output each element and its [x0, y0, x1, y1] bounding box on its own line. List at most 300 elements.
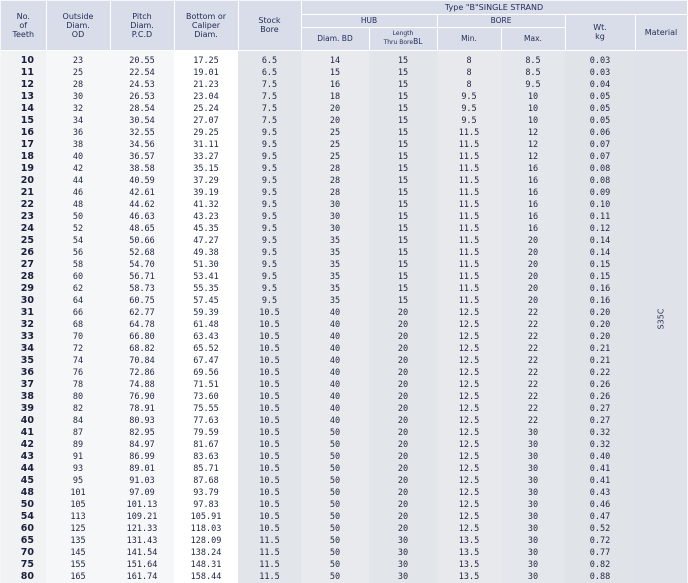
material-value: S35C — [656, 308, 666, 329]
cell-bore-max: 22 — [501, 379, 565, 391]
cell-pitch-diam: 26.53 — [110, 91, 174, 103]
cell-bore-max: 10 — [501, 115, 565, 127]
cell-hub-length: 15 — [369, 115, 437, 127]
table-row — [1, 499, 687, 511]
cell-bore-max: 30 — [501, 463, 565, 475]
cell-weight: 0.27 — [565, 403, 635, 415]
cell-teeth: 37 — [1, 379, 46, 391]
cell-bottom-diam: 47.27 — [174, 235, 238, 247]
cell-weight: 0.32 — [565, 427, 635, 439]
cell-outside-diam: 78 — [46, 379, 110, 391]
cell-teeth: 21 — [1, 187, 46, 199]
cell-hub-length: 15 — [369, 175, 437, 187]
cell-hub-length: 15 — [369, 127, 437, 139]
cell-teeth: 13 — [1, 91, 46, 103]
cell-bore-max: 20 — [501, 295, 565, 307]
cell-bottom-diam: 128.09 — [174, 535, 238, 547]
cell-weight: 0.14 — [565, 247, 635, 259]
cell-teeth: 15 — [1, 115, 46, 127]
cell-pitch-diam: 52.68 — [110, 247, 174, 259]
cell-bottom-diam: 19.01 — [174, 67, 238, 79]
cell-hub-length: 30 — [369, 535, 437, 547]
cell-bottom-diam: 138.24 — [174, 547, 238, 559]
cell-teeth: 70 — [1, 547, 46, 559]
cell-weight: 0.20 — [565, 319, 635, 331]
cell-hub-diam: 50 — [301, 427, 369, 439]
cell-bottom-diam: 65.52 — [174, 343, 238, 355]
cell-hub-length: 15 — [369, 259, 437, 271]
cell-pitch-diam: 38.58 — [110, 163, 174, 175]
table-row — [1, 463, 687, 475]
cell-teeth: 11 — [1, 67, 46, 79]
cell-outside-diam: 30 — [46, 91, 110, 103]
cell-stock-bore: 10.5 — [238, 475, 301, 487]
cell-bottom-diam: 85.71 — [174, 463, 238, 475]
cell-bore-max: 8.5 — [501, 67, 565, 79]
cell-weight: 0.06 — [565, 127, 635, 139]
cell-bore-max: 16 — [501, 223, 565, 235]
cell-hub-diam: 35 — [301, 247, 369, 259]
table-row — [1, 487, 687, 499]
cell-teeth: 12 — [1, 79, 46, 91]
cell-hub-diam: 28 — [301, 187, 369, 199]
cell-hub-length: 30 — [369, 571, 437, 583]
cell-hub-length: 30 — [369, 547, 437, 559]
table-row — [1, 199, 687, 211]
cell-outside-diam: 145 — [46, 547, 110, 559]
cell-weight: 0.11 — [565, 211, 635, 223]
cell-bottom-diam: 51.30 — [174, 259, 238, 271]
table-row — [1, 79, 687, 91]
header-no-teeth: No. of Teeth — [1, 1, 46, 50]
cell-outside-diam: 84 — [46, 415, 110, 427]
table-header — [1, 1, 687, 50]
cell-weight: 0.15 — [565, 259, 635, 271]
table-row — [1, 235, 687, 247]
cell-stock-bore: 10.5 — [238, 439, 301, 451]
cell-stock-bore: 9.5 — [238, 259, 301, 271]
cell-bottom-diam: 53.41 — [174, 271, 238, 283]
cell-weight: 0.16 — [565, 295, 635, 307]
table-row — [1, 427, 687, 439]
cell-bore-min: 11.5 — [437, 235, 501, 247]
cell-weight: 0.46 — [565, 499, 635, 511]
cell-bore-min: 9.5 — [437, 103, 501, 115]
cell-hub-diam: 50 — [301, 439, 369, 451]
cell-bore-min: 11.5 — [437, 163, 501, 175]
cell-hub-length: 15 — [369, 211, 437, 223]
cell-bottom-diam: 21.23 — [174, 79, 238, 91]
material-cell — [635, 55, 687, 583]
cell-bore-max: 22 — [501, 415, 565, 427]
cell-hub-length: 20 — [369, 391, 437, 403]
cell-bore-max: 10 — [501, 103, 565, 115]
cell-teeth: 24 — [1, 223, 46, 235]
cell-stock-bore: 10.5 — [238, 511, 301, 523]
cell-pitch-diam: 109.21 — [110, 511, 174, 523]
cell-bore-min: 13.5 — [437, 535, 501, 547]
cell-bottom-diam: 55.35 — [174, 283, 238, 295]
cell-hub-length: 20 — [369, 511, 437, 523]
table-row — [1, 415, 687, 427]
cell-hub-length: 15 — [369, 247, 437, 259]
cell-bottom-diam: 29.25 — [174, 127, 238, 139]
cell-stock-bore: 9.5 — [238, 211, 301, 223]
cell-outside-diam: 56 — [46, 247, 110, 259]
cell-pitch-diam: 76.90 — [110, 391, 174, 403]
cell-teeth: 27 — [1, 259, 46, 271]
cell-weight: 0.47 — [565, 511, 635, 523]
cell-bottom-diam: 27.07 — [174, 115, 238, 127]
cell-pitch-diam: 34.56 — [110, 139, 174, 151]
cell-bore-min: 12.5 — [437, 391, 501, 403]
cell-bore-min: 9.5 — [437, 91, 501, 103]
cell-pitch-diam: 78.91 — [110, 403, 174, 415]
cell-hub-length: 20 — [369, 343, 437, 355]
cell-hub-length: 20 — [369, 355, 437, 367]
cell-hub-length: 30 — [369, 559, 437, 571]
cell-hub-length: 15 — [369, 55, 437, 67]
cell-hub-diam: 50 — [301, 547, 369, 559]
table-row — [1, 139, 687, 151]
cell-pitch-diam: 72.86 — [110, 367, 174, 379]
cell-teeth: 35 — [1, 355, 46, 367]
cell-bore-min: 12.5 — [437, 475, 501, 487]
cell-pitch-diam: 89.01 — [110, 463, 174, 475]
cell-weight: 0.41 — [565, 475, 635, 487]
cell-hub-diam: 16 — [301, 79, 369, 91]
cell-pitch-diam: 82.95 — [110, 427, 174, 439]
cell-teeth: 42 — [1, 439, 46, 451]
table-row — [1, 103, 687, 115]
cell-bottom-diam: 41.32 — [174, 199, 238, 211]
cell-stock-bore: 10.5 — [238, 379, 301, 391]
cell-pitch-diam: 54.70 — [110, 259, 174, 271]
cell-stock-bore: 6.5 — [238, 67, 301, 79]
cell-teeth: 26 — [1, 247, 46, 259]
cell-outside-diam: 23 — [46, 55, 110, 67]
cell-teeth: 10 — [1, 55, 46, 67]
cell-outside-diam: 80 — [46, 391, 110, 403]
cell-bore-max: 30 — [501, 535, 565, 547]
cell-outside-diam: 64 — [46, 295, 110, 307]
table-row — [1, 331, 687, 343]
cell-bottom-diam: 23.04 — [174, 91, 238, 103]
cell-pitch-diam: 62.77 — [110, 307, 174, 319]
cell-hub-length: 15 — [369, 283, 437, 295]
cell-outside-diam: 72 — [46, 343, 110, 355]
cell-hub-diam: 50 — [301, 523, 369, 535]
cell-hub-diam: 40 — [301, 379, 369, 391]
cell-teeth: 29 — [1, 283, 46, 295]
cell-stock-bore: 9.5 — [238, 175, 301, 187]
cell-pitch-diam: 58.73 — [110, 283, 174, 295]
cell-hub-diam: 25 — [301, 139, 369, 151]
cell-bore-max: 22 — [501, 307, 565, 319]
cell-outside-diam: 28 — [46, 79, 110, 91]
table-body — [1, 50, 687, 583]
cell-bore-min: 11.5 — [437, 283, 501, 295]
header-stock-bore: Stock Bore — [238, 1, 301, 50]
cell-outside-diam: 68 — [46, 319, 110, 331]
cell-weight: 0.52 — [565, 523, 635, 535]
cell-outside-diam: 66 — [46, 307, 110, 319]
cell-bore-min: 12.5 — [437, 331, 501, 343]
cell-bore-max: 30 — [501, 439, 565, 451]
cell-teeth: 19 — [1, 163, 46, 175]
table-row — [1, 67, 687, 79]
cell-teeth: 22 — [1, 199, 46, 211]
cell-stock-bore: 10.5 — [238, 403, 301, 415]
cell-outside-diam: 76 — [46, 367, 110, 379]
cell-teeth: 65 — [1, 535, 46, 547]
cell-bottom-diam: 33.27 — [174, 151, 238, 163]
cell-bore-min: 11.5 — [437, 247, 501, 259]
cell-teeth: 60 — [1, 523, 46, 535]
cell-bore-min: 11.5 — [437, 199, 501, 211]
cell-bottom-diam: 43.23 — [174, 211, 238, 223]
cell-pitch-diam: 28.54 — [110, 103, 174, 115]
cell-hub-diam: 40 — [301, 355, 369, 367]
cell-weight: 0.26 — [565, 391, 635, 403]
cell-hub-diam: 50 — [301, 487, 369, 499]
cell-teeth: 31 — [1, 307, 46, 319]
cell-teeth: 48 — [1, 487, 46, 499]
cell-stock-bore: 11.5 — [238, 535, 301, 547]
cell-bore-max: 22 — [501, 331, 565, 343]
cell-stock-bore: 7.5 — [238, 79, 301, 91]
cell-weight: 0.21 — [565, 343, 635, 355]
cell-hub-diam: 50 — [301, 451, 369, 463]
cell-pitch-diam: 44.62 — [110, 199, 174, 211]
cell-teeth: 34 — [1, 343, 46, 355]
cell-outside-diam: 113 — [46, 511, 110, 523]
cell-weight: 0.20 — [565, 331, 635, 343]
table-row — [1, 211, 687, 223]
cell-bore-min: 11.5 — [437, 151, 501, 163]
cell-hub-diam: 40 — [301, 367, 369, 379]
cell-pitch-diam: 20.55 — [110, 55, 174, 67]
cell-bottom-diam: 158.44 — [174, 571, 238, 583]
cell-bottom-diam: 31.11 — [174, 139, 238, 151]
cell-weight: 0.82 — [565, 559, 635, 571]
cell-weight: 0.88 — [565, 571, 635, 583]
cell-stock-bore: 10.5 — [238, 391, 301, 403]
table-row — [1, 283, 687, 295]
cell-bore-min: 12.5 — [437, 415, 501, 427]
cell-bore-max: 22 — [501, 403, 565, 415]
cell-stock-bore: 10.5 — [238, 355, 301, 367]
cell-bottom-diam: 73.60 — [174, 391, 238, 403]
cell-hub-length: 15 — [369, 67, 437, 79]
cell-hub-length: 20 — [369, 331, 437, 343]
cell-bore-min: 11.5 — [437, 211, 501, 223]
cell-pitch-diam: 101.13 — [110, 499, 174, 511]
cell-hub-diam: 14 — [301, 55, 369, 67]
table-row — [1, 439, 687, 451]
cell-bore-max: 30 — [501, 451, 565, 463]
cell-hub-diam: 50 — [301, 559, 369, 571]
cell-stock-bore: 10.5 — [238, 307, 301, 319]
cell-weight: 0.09 — [565, 187, 635, 199]
cell-teeth: 44 — [1, 463, 46, 475]
cell-outside-diam: 62 — [46, 283, 110, 295]
cell-hub-diam: 18 — [301, 91, 369, 103]
cell-pitch-diam: 50.66 — [110, 235, 174, 247]
cell-bore-max: 12 — [501, 151, 565, 163]
cell-stock-bore: 9.5 — [238, 223, 301, 235]
cell-teeth: 80 — [1, 571, 46, 583]
cell-stock-bore: 9.5 — [238, 151, 301, 163]
cell-bore-min: 11.5 — [437, 187, 501, 199]
cell-hub-diam: 25 — [301, 151, 369, 163]
table-row — [1, 151, 687, 163]
cell-bore-max: 16 — [501, 199, 565, 211]
cell-hub-diam: 30 — [301, 199, 369, 211]
cell-hub-diam: 20 — [301, 103, 369, 115]
cell-hub-diam: 20 — [301, 115, 369, 127]
cell-bottom-diam: 97.83 — [174, 499, 238, 511]
cell-pitch-diam: 91.03 — [110, 475, 174, 487]
cell-hub-diam: 35 — [301, 295, 369, 307]
cell-hub-diam: 50 — [301, 463, 369, 475]
cell-outside-diam: 48 — [46, 199, 110, 211]
header-hub-length-suffix: BL — [413, 36, 423, 46]
cell-stock-bore: 11.5 — [238, 571, 301, 583]
cell-pitch-diam: 74.88 — [110, 379, 174, 391]
cell-outside-diam: 125 — [46, 523, 110, 535]
cell-hub-diam: 25 — [301, 127, 369, 139]
cell-stock-bore: 6.5 — [238, 55, 301, 67]
cell-weight: 0.03 — [565, 55, 635, 67]
header-hub-length — [369, 27, 437, 50]
cell-bore-min: 12.5 — [437, 403, 501, 415]
cell-bore-min: 12.5 — [437, 451, 501, 463]
table-row — [1, 403, 687, 415]
cell-outside-diam: 46 — [46, 187, 110, 199]
cell-weight: 0.04 — [565, 79, 635, 91]
cell-bore-max: 30 — [501, 427, 565, 439]
cell-pitch-diam: 36.57 — [110, 151, 174, 163]
cell-bottom-diam: 83.63 — [174, 451, 238, 463]
cell-outside-diam: 34 — [46, 115, 110, 127]
cell-weight: 0.27 — [565, 415, 635, 427]
cell-outside-diam: 155 — [46, 559, 110, 571]
cell-hub-diam: 15 — [301, 67, 369, 79]
cell-weight: 0.77 — [565, 547, 635, 559]
cell-outside-diam: 25 — [46, 67, 110, 79]
cell-stock-bore: 9.5 — [238, 271, 301, 283]
cell-hub-diam: 35 — [301, 283, 369, 295]
cell-outside-diam: 70 — [46, 331, 110, 343]
cell-bore-min: 11.5 — [437, 259, 501, 271]
cell-teeth: 33 — [1, 331, 46, 343]
cell-hub-length: 20 — [369, 367, 437, 379]
cell-teeth: 41 — [1, 427, 46, 439]
cell-weight: 0.26 — [565, 379, 635, 391]
cell-weight: 0.05 — [565, 91, 635, 103]
cell-weight: 0.03 — [565, 67, 635, 79]
cell-outside-diam: 165 — [46, 571, 110, 583]
sprocket-spec-table — [1, 1, 688, 583]
cell-bore-max: 12 — [501, 127, 565, 139]
cell-outside-diam: 89 — [46, 439, 110, 451]
cell-pitch-diam: 64.78 — [110, 319, 174, 331]
cell-hub-length: 15 — [369, 91, 437, 103]
cell-bottom-diam: 35.15 — [174, 163, 238, 175]
cell-bore-min: 8 — [437, 55, 501, 67]
cell-bore-min: 12.5 — [437, 487, 501, 499]
cell-teeth: 45 — [1, 475, 46, 487]
table-row — [1, 55, 687, 67]
cell-hub-length: 15 — [369, 139, 437, 151]
cell-hub-length: 15 — [369, 151, 437, 163]
cell-hub-diam: 35 — [301, 235, 369, 247]
cell-bore-max: 22 — [501, 367, 565, 379]
cell-teeth: 54 — [1, 511, 46, 523]
table-row — [1, 307, 687, 319]
cell-stock-bore: 11.5 — [238, 547, 301, 559]
cell-bore-max: 20 — [501, 235, 565, 247]
cell-teeth: 20 — [1, 175, 46, 187]
cell-teeth: 25 — [1, 235, 46, 247]
table-row — [1, 271, 687, 283]
cell-hub-length: 20 — [369, 463, 437, 475]
cell-hub-diam: 28 — [301, 163, 369, 175]
cell-pitch-diam: 66.80 — [110, 331, 174, 343]
cell-hub-diam: 40 — [301, 331, 369, 343]
table-row — [1, 259, 687, 271]
cell-pitch-diam: 30.54 — [110, 115, 174, 127]
table-row — [1, 475, 687, 487]
cell-bore-min: 12.5 — [437, 367, 501, 379]
cell-bottom-diam: 61.48 — [174, 319, 238, 331]
cell-stock-bore: 10.5 — [238, 499, 301, 511]
cell-bore-min: 11.5 — [437, 127, 501, 139]
cell-bottom-diam: 77.63 — [174, 415, 238, 427]
table-row — [1, 391, 687, 403]
cell-hub-diam: 28 — [301, 175, 369, 187]
cell-pitch-diam: 151.64 — [110, 559, 174, 571]
header-bore-min: Min. — [437, 27, 501, 50]
cell-hub-diam: 30 — [301, 211, 369, 223]
cell-teeth: 40 — [1, 415, 46, 427]
cell-outside-diam: 105 — [46, 499, 110, 511]
cell-outside-diam: 101 — [46, 487, 110, 499]
cell-hub-length: 20 — [369, 439, 437, 451]
table-row — [1, 115, 687, 127]
cell-bore-max: 30 — [501, 475, 565, 487]
header-hub: HUB — [301, 14, 437, 27]
cell-bottom-diam: 87.68 — [174, 475, 238, 487]
cell-bore-max: 16 — [501, 187, 565, 199]
cell-teeth: 28 — [1, 271, 46, 283]
cell-pitch-diam: 22.54 — [110, 67, 174, 79]
header-hub-diam: Diam. BD — [301, 27, 369, 50]
cell-hub-length: 20 — [369, 523, 437, 535]
cell-bore-max: 30 — [501, 487, 565, 499]
cell-hub-length: 20 — [369, 319, 437, 331]
cell-teeth: 43 — [1, 451, 46, 463]
cell-teeth: 75 — [1, 559, 46, 571]
table-row — [1, 127, 687, 139]
cell-pitch-diam: 161.74 — [110, 571, 174, 583]
cell-bottom-diam: 49.38 — [174, 247, 238, 259]
cell-teeth: 36 — [1, 367, 46, 379]
table-row — [1, 451, 687, 463]
cell-weight: 0.14 — [565, 235, 635, 247]
cell-weight: 0.20 — [565, 307, 635, 319]
